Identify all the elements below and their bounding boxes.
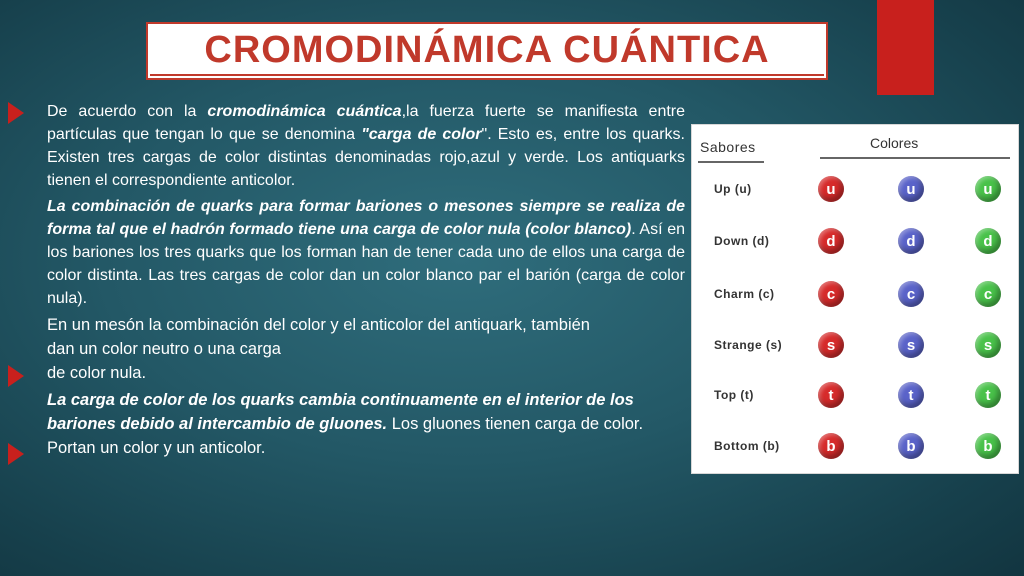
green-quark-icon: u [975,176,1001,202]
flavor-label: Strange (s) [714,338,783,352]
blue-quark-icon: u [898,176,924,202]
blue-quark-icon: s [898,332,924,358]
paragraph-3: En un mesón la combinación del color y el anticolor del antiquark, también dan un color neutro o una carga de color nula. [47,316,590,382]
table-row [692,281,1020,311]
flavor-label: Charm (c) [714,287,775,301]
flavor-label: Up (u) [714,182,752,196]
table-row [692,176,1020,206]
title-underline [150,74,824,76]
paragraph-2: La combinación de quarks para formar bariones o mesones siempre se realiza de forma tal que el hadrón formado tiene una carga de color nula (color blanco). Así en los bariones los tres quarks que los forman han de tener cada uno de ellos una carga de color distinta. Las tres cargas de color dan un color blanco par el barión (carga de color nula). [47,198,685,307]
red-quark-icon: d [818,228,844,254]
bullet-arrow-icon [8,365,24,387]
quark-flavor-color-table [691,124,1019,474]
divider [820,157,1010,159]
red-quark-icon: s [818,332,844,358]
blue-quark-icon: d [898,228,924,254]
blue-quark-icon: c [898,281,924,307]
flavor-label: Bottom (b) [714,439,780,453]
table-row [692,332,1020,362]
blue-quark-icon: b [898,433,924,459]
title-box [146,22,828,80]
flavors-header: Sabores [700,139,756,155]
table-row [692,433,1020,463]
red-quark-icon: t [818,382,844,408]
divider [698,161,764,163]
green-quark-icon: b [975,433,1001,459]
colors-header: Colores [870,135,919,151]
paragraph-1: De acuerdo con la cromodinámica cuántica,la fuerza fuerte se manifiesta entre partículas que tengan lo que se denomina "carga de color". Esto es, entre los quarks. Existen tres cargas de color distintas denominadas rojo,azul y verde. Los antiquarks tienen el correspondiente anticolor. [47,103,686,189]
green-quark-icon: d [975,228,1001,254]
green-quark-icon: s [975,332,1001,358]
paragraph-4: La carga de color de los quarks cambia continuamente en el interior de los bariones debido al intercambio de gluones. Los gluones tienen carga de color. Portan un color y un anticolor. [47,391,644,457]
red-quark-icon: b [818,433,844,459]
page-title: CROMODINÁMICA CUÁNTICA [204,28,770,71]
table-row [692,382,1020,412]
red-quark-icon: u [818,176,844,202]
bullet-arrow-icon [8,443,24,465]
flavor-label: Top (t) [714,388,754,402]
blue-quark-icon: t [898,382,924,408]
red-quark-icon: c [818,281,844,307]
green-quark-icon: c [975,281,1001,307]
main-text [47,100,685,463]
flavor-label: Down (d) [714,234,770,248]
table-row [692,228,1020,258]
bullet-arrow-icon [8,102,24,124]
green-quark-icon: t [975,382,1001,408]
accent-bar [877,0,934,95]
